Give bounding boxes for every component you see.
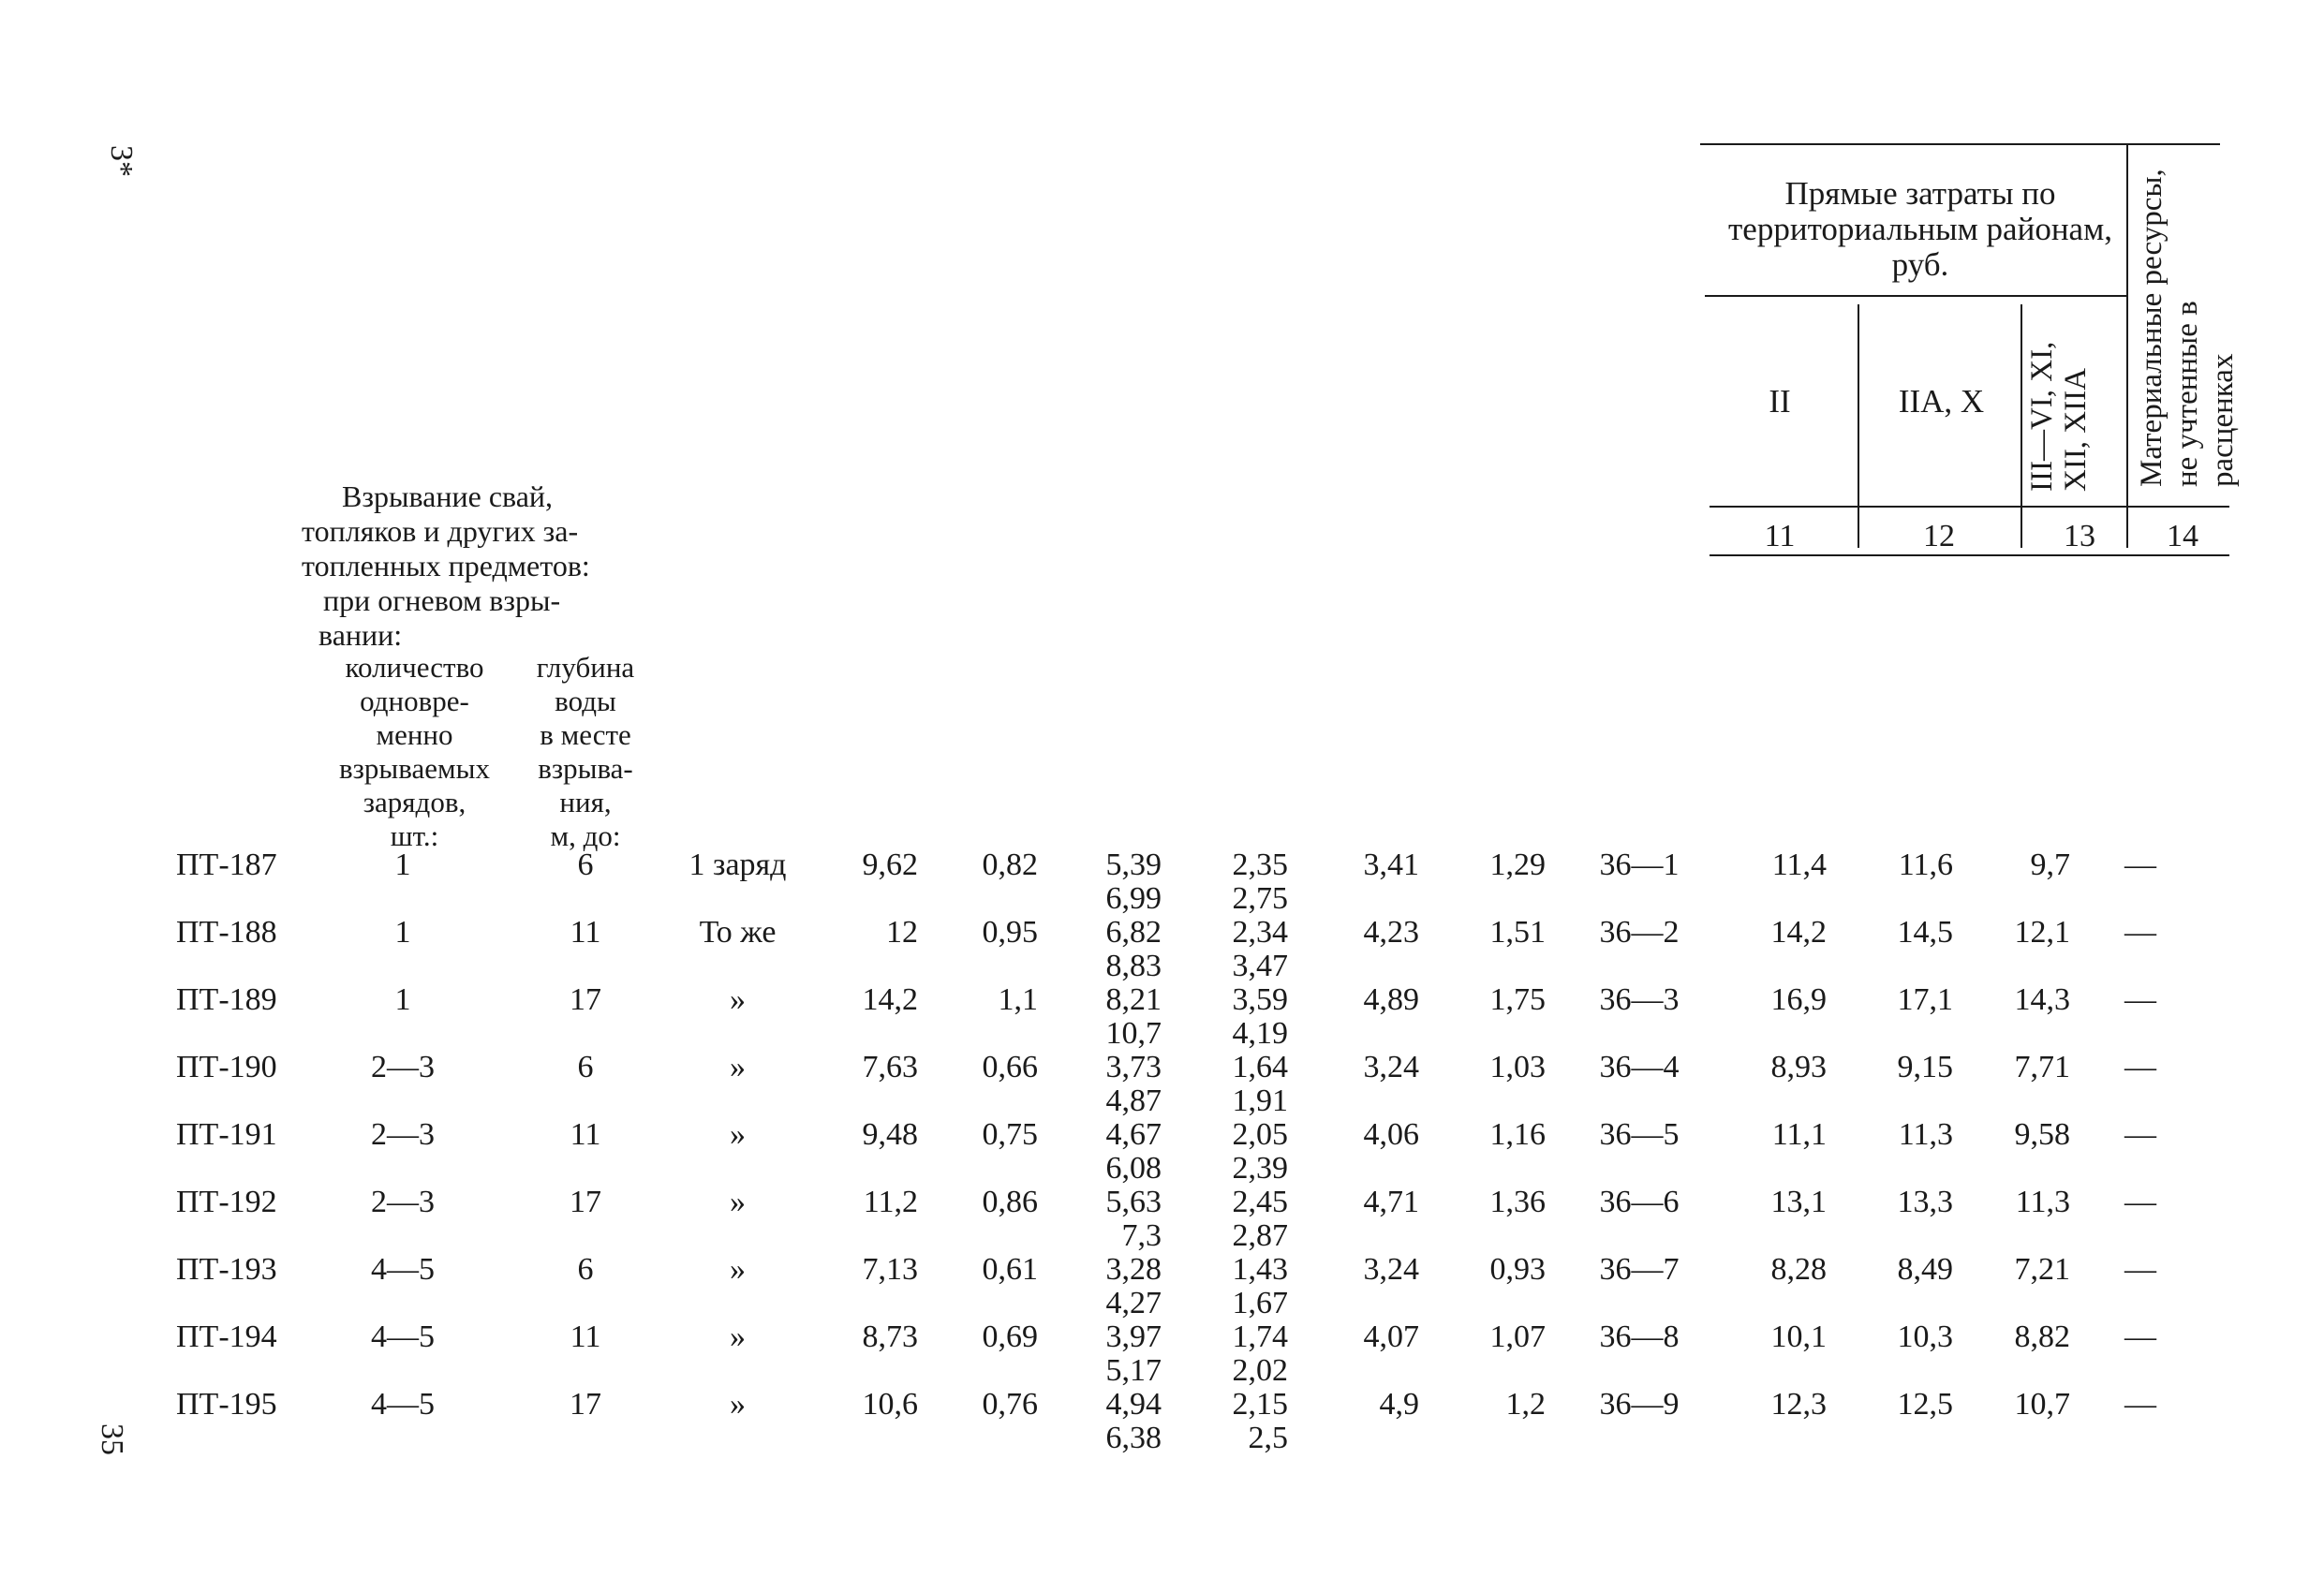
rate-code: ПТ-192 (176, 1185, 277, 1219)
description-line: топленных предметов: (302, 549, 590, 582)
value-cell: 4,07 (1363, 1319, 1419, 1354)
value-cell: 3,28 (1105, 1252, 1162, 1287)
unit: » (730, 1185, 746, 1219)
materials-cell: — (2124, 1185, 2156, 1219)
reference-cell: 36—1 (1599, 848, 1680, 882)
value-cell: 1,43 (1232, 1252, 1288, 1287)
value-cell: 4,71 (1363, 1185, 1419, 1219)
value-cell: 10,7 (1105, 1016, 1162, 1051)
value-cell: 7,13 (862, 1252, 918, 1287)
cost-region-iia-x: 13,3 (1897, 1185, 1953, 1219)
value-cell: 1,67 (1232, 1286, 1288, 1320)
materials-cell: — (2124, 848, 2156, 882)
header-divider-2 (2021, 304, 2022, 548)
region-column-ii: II (1769, 383, 1791, 420)
value-cell: 8,21 (1105, 982, 1162, 1017)
value-cell: 2,5 (1248, 1421, 1288, 1455)
header-divider-1 (1858, 304, 1859, 548)
description-line: вании: (318, 618, 403, 652)
value-cell: 3,97 (1105, 1319, 1162, 1354)
cost-region-iia-x: 17,1 (1897, 982, 1953, 1017)
rate-code: ПТ-194 (176, 1319, 277, 1354)
cost-region-ii: 12,3 (1770, 1387, 1827, 1422)
cost-region-iii-xiia: 7,21 (2014, 1252, 2070, 1287)
materials-cell: — (2124, 1050, 2156, 1084)
materials-cell: — (2124, 1387, 2156, 1422)
header-divider-materials (2126, 145, 2128, 548)
cost-region-ii: 11,4 (1771, 848, 1827, 882)
unit: » (730, 1050, 746, 1084)
value-cell: 1,64 (1232, 1050, 1288, 1084)
water-depth: 6 (577, 1050, 594, 1084)
value-cell: 1,36 (1489, 1185, 1546, 1219)
value-cell: 3,47 (1232, 949, 1288, 983)
column-number-14: 14 (2167, 519, 2198, 553)
reference-cell: 36—2 (1599, 915, 1680, 950)
value-cell: 1,74 (1232, 1319, 1288, 1354)
water-depth: 11 (570, 915, 601, 950)
table-row (0, 1119, 2324, 1187)
table-row (0, 1254, 2324, 1321)
rate-code: ПТ-195 (176, 1387, 277, 1422)
rate-code: ПТ-191 (176, 1117, 277, 1152)
charge-count: 2—3 (371, 1050, 435, 1084)
charge-count: 4—5 (371, 1387, 435, 1422)
cost-region-iia-x: 12,5 (1897, 1387, 1953, 1422)
value-cell: 6,08 (1105, 1151, 1162, 1186)
cost-region-ii: 16,9 (1770, 982, 1827, 1017)
header-group-rule (1705, 295, 2126, 297)
charge-count: 4—5 (371, 1252, 435, 1287)
rate-code: ПТ-188 (176, 915, 277, 950)
description-line: топляков и других за- (302, 514, 579, 548)
value-cell: 1,75 (1489, 982, 1546, 1017)
cost-region-iia-x: 14,5 (1897, 915, 1953, 950)
reference-cell: 36—9 (1599, 1387, 1680, 1422)
value-cell: 6,99 (1105, 881, 1162, 916)
value-cell: 1,03 (1489, 1050, 1546, 1084)
value-cell: 12 (886, 915, 918, 950)
table-row (0, 1187, 2324, 1254)
cost-region-iii-xiia: 7,71 (2014, 1050, 2070, 1084)
charge-count: 2—3 (371, 1117, 435, 1152)
value-cell: 2,39 (1232, 1151, 1288, 1186)
water-depth: 17 (570, 1387, 601, 1422)
value-cell: 0,75 (982, 1117, 1038, 1152)
reference-cell: 36—4 (1599, 1050, 1680, 1084)
rate-code: ПТ-189 (176, 982, 277, 1017)
value-cell: 1,2 (1505, 1387, 1546, 1422)
table-row (0, 984, 2324, 1052)
water-depth: 6 (577, 1252, 594, 1287)
region-column-iii-xiia: III—VI, XI, XII, XIIA (2025, 341, 2093, 492)
value-cell: 2,34 (1232, 915, 1288, 950)
materials-cell: — (2124, 1117, 2156, 1152)
charge-count: 2—3 (371, 1185, 435, 1219)
cost-region-iia-x: 9,15 (1897, 1050, 1953, 1084)
cost-region-iii-xiia: 9,7 (2030, 848, 2070, 882)
value-cell: 7,63 (862, 1050, 918, 1084)
value-cell: 3,24 (1363, 1252, 1419, 1287)
margin-mark-top: 3* (104, 145, 139, 177)
materials-column-heading: Материальные ресурсы, не учтенные в расценках (2135, 169, 2240, 487)
value-cell: 0,69 (982, 1319, 1038, 1354)
cost-region-iia-x: 11,3 (1898, 1117, 1953, 1152)
value-cell: 1,91 (1232, 1083, 1288, 1118)
charge-count: 1 (394, 848, 411, 882)
value-cell: 0,61 (982, 1252, 1038, 1287)
value-cell: 5,63 (1105, 1185, 1162, 1219)
unit: » (730, 982, 746, 1017)
value-cell: 2,05 (1232, 1117, 1288, 1152)
value-cell: 1,1 (998, 982, 1038, 1017)
water-depth: 6 (577, 848, 594, 882)
cost-region-iia-x: 10,3 (1897, 1319, 1953, 1354)
value-cell: 1,29 (1489, 848, 1546, 882)
reference-cell: 36—5 (1599, 1117, 1680, 1152)
charge-count: 1 (394, 915, 411, 950)
value-cell: 4,06 (1363, 1117, 1419, 1152)
unit: » (730, 1252, 746, 1287)
reference-cell: 36—3 (1599, 982, 1680, 1017)
value-cell: 4,89 (1363, 982, 1419, 1017)
value-cell: 4,87 (1105, 1083, 1162, 1118)
value-cell: 10,6 (862, 1387, 918, 1422)
cost-region-ii: 8,28 (1770, 1252, 1827, 1287)
value-cell: 9,62 (862, 848, 918, 882)
table-row (0, 849, 2324, 917)
value-cell: 2,45 (1232, 1185, 1288, 1219)
value-cell: 0,93 (1489, 1252, 1546, 1287)
value-cell: 1,16 (1489, 1117, 1546, 1152)
reference-cell: 36—8 (1599, 1319, 1680, 1354)
value-cell: 4,9 (1379, 1387, 1419, 1422)
region-column-iia-x: IIA, X (1898, 383, 1985, 420)
unit: То же (699, 915, 777, 950)
value-cell: 3,59 (1232, 982, 1288, 1017)
value-cell: 8,73 (862, 1319, 918, 1354)
materials-cell: — (2124, 1252, 2156, 1287)
materials-cell: — (2124, 982, 2156, 1017)
unit: » (730, 1117, 746, 1152)
value-cell: 0,66 (982, 1050, 1038, 1084)
description-line: при огневом взры- (323, 583, 561, 617)
cost-region-iii-xiia: 9,58 (2014, 1117, 2070, 1152)
value-cell: 14,2 (862, 982, 918, 1017)
header-bottom-rule (1710, 506, 2229, 508)
cost-region-ii: 8,93 (1770, 1050, 1827, 1084)
value-cell: 2,02 (1232, 1353, 1288, 1388)
reference-cell: 36—7 (1599, 1252, 1680, 1287)
rate-code: ПТ-187 (176, 848, 277, 882)
value-cell: 1,07 (1489, 1319, 1546, 1354)
table-row (0, 1389, 2324, 1456)
value-cell: 0,95 (982, 915, 1038, 950)
value-cell: 0,86 (982, 1185, 1038, 1219)
value-cell: 5,17 (1105, 1353, 1162, 1388)
column-number-rule (1710, 554, 2229, 556)
rate-code: ПТ-193 (176, 1252, 277, 1287)
value-cell: 6,38 (1105, 1421, 1162, 1455)
cost-region-ii: 10,1 (1770, 1319, 1827, 1354)
cost-region-ii: 14,2 (1770, 915, 1827, 950)
value-cell: 0,76 (982, 1387, 1038, 1422)
materials-cell: — (2124, 1319, 2156, 1354)
value-cell: 7,3 (1121, 1218, 1162, 1253)
charge-count: 4—5 (371, 1319, 435, 1354)
table-row (0, 1052, 2324, 1119)
value-cell: 3,73 (1105, 1050, 1162, 1084)
cost-region-iia-x: 11,6 (1898, 848, 1953, 882)
value-cell: 8,83 (1105, 949, 1162, 983)
table-row (0, 917, 2324, 984)
unit: » (730, 1387, 746, 1422)
cost-region-iii-xiia: 8,82 (2014, 1319, 2070, 1354)
value-cell: 4,67 (1105, 1117, 1162, 1152)
water-depth: 11 (570, 1319, 601, 1354)
value-cell: 4,19 (1232, 1016, 1288, 1051)
value-cell: 6,82 (1105, 915, 1162, 950)
column-number-11: 11 (1764, 519, 1796, 553)
description-line: Взрывание свай, (342, 479, 554, 513)
value-cell: 3,24 (1363, 1050, 1419, 1084)
cost-region-iii-xiia: 12,1 (2014, 915, 2070, 950)
value-cell: 2,15 (1232, 1387, 1288, 1422)
header-top-rule (1700, 143, 2220, 145)
cost-region-iii-xiia: 10,7 (2014, 1387, 2070, 1422)
cost-region-iia-x: 8,49 (1897, 1252, 1953, 1287)
value-cell: 2,87 (1232, 1218, 1288, 1253)
cost-region-ii: 11,1 (1771, 1117, 1827, 1152)
page-number: 35 (95, 1423, 129, 1455)
value-cell: 9,48 (862, 1117, 918, 1152)
rate-code: ПТ-190 (176, 1050, 277, 1084)
unit: 1 заряд (688, 848, 787, 882)
value-cell: 4,27 (1105, 1286, 1162, 1320)
direct-costs-heading: Прямые затраты по территориальным районам, руб. (1728, 175, 2112, 283)
reference-cell: 36—6 (1599, 1185, 1680, 1219)
column-number-13: 13 (2064, 519, 2095, 553)
water-depth: 11 (570, 1117, 601, 1152)
value-cell: 0,82 (982, 848, 1038, 882)
value-cell: 2,75 (1232, 881, 1288, 916)
value-cell: 4,23 (1363, 915, 1419, 950)
value-cell: 4,94 (1105, 1387, 1162, 1422)
cost-region-ii: 13,1 (1770, 1185, 1827, 1219)
value-cell: 3,41 (1363, 848, 1419, 882)
table-row (0, 1321, 2324, 1389)
cost-region-iii-xiia: 11,3 (2015, 1185, 2070, 1219)
cost-region-iii-xiia: 14,3 (2014, 982, 2070, 1017)
unit: » (730, 1319, 746, 1354)
value-cell: 2,35 (1232, 848, 1288, 882)
value-cell: 5,39 (1105, 848, 1162, 882)
materials-cell: — (2124, 915, 2156, 950)
water-depth: 17 (570, 1185, 601, 1219)
column-number-12: 12 (1923, 519, 1955, 553)
water-depth: 17 (570, 982, 601, 1017)
value-cell: 1,51 (1489, 915, 1546, 950)
value-cell: 11,2 (863, 1185, 918, 1219)
charge-count: 1 (394, 982, 411, 1017)
